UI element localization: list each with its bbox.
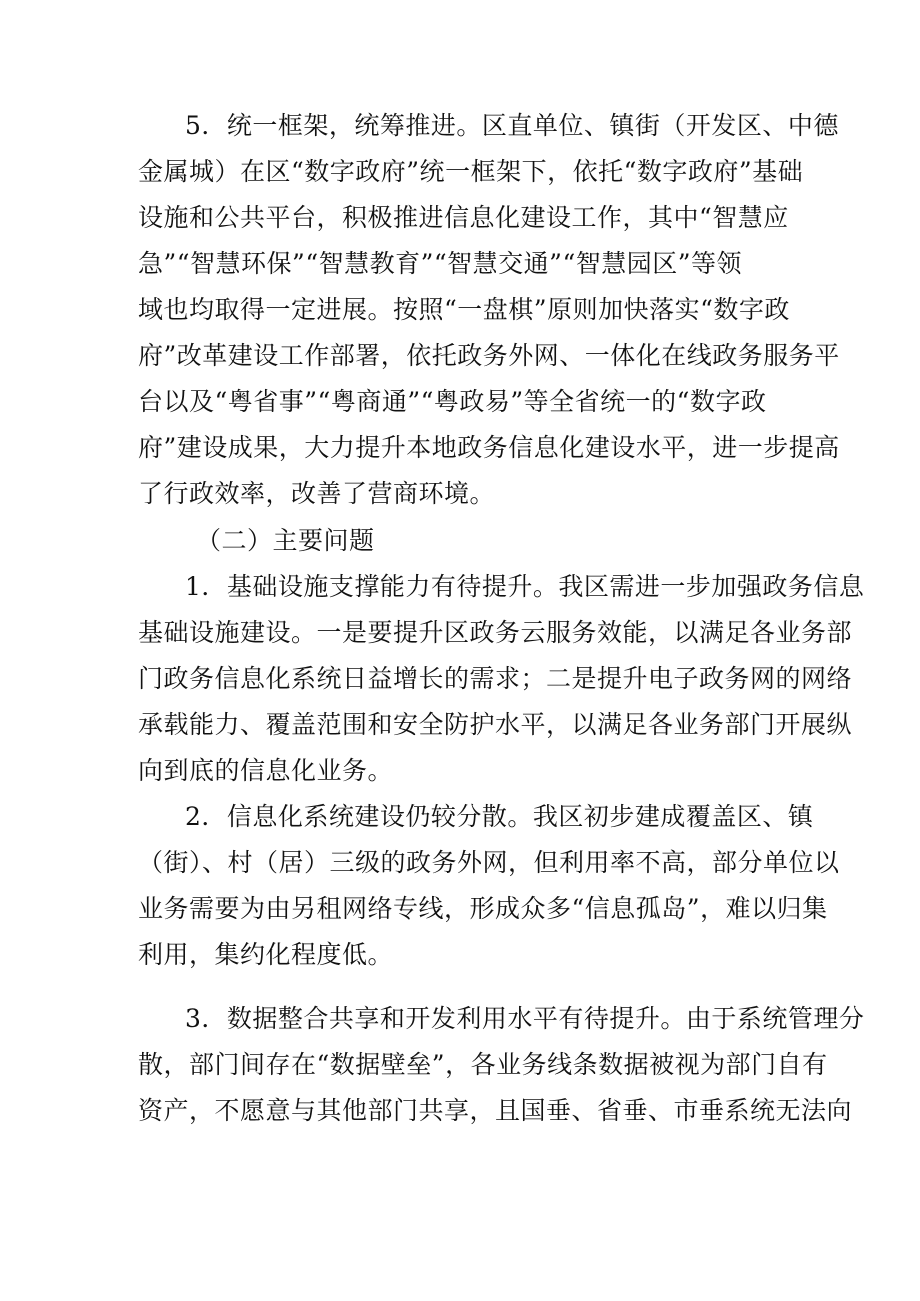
paragraph-2-line-2: （街）、村（居）三级的政务外网，但利用率不高，部分单位以	[138, 848, 840, 877]
paragraph-3-line-3: 资产，不愿意与其他部门共享，且国垂、省垂、市垂系统无法向	[138, 1096, 853, 1125]
paragraph-3-line-1: 3．数据整合共享和开发利用水平有待提升。由于系统管理分	[185, 1004, 865, 1033]
paragraph-5-line-5: 域也均取得一定进展。按照“一盘棋”原则加快落实“数字政	[138, 295, 790, 324]
paragraph-3-line-2: 散，部门间存在“数据壁垒”，各业务线条数据被视为部门自有	[138, 1050, 828, 1079]
paragraph-5-line-1: 5．统一框架，统筹推进。区直单位、镇街（开发区、中德	[185, 111, 839, 140]
paragraph-2-line-1: 2．信息化系统建设仍较分散。我区初步建成覆盖区、镇	[185, 802, 814, 831]
section-heading: （二）主要问题	[196, 526, 375, 555]
paragraph-2-line-4: 利用，集约化程度低。	[138, 940, 394, 969]
paragraph-5-line-3: 设施和公共平台，积极推进信息化建设工作，其中“智慧应	[138, 203, 789, 232]
paragraph-5-line-8: 府”建设成果，大力提升本地政务信息化建设水平，进一步提高	[138, 433, 840, 462]
paragraph-2-line-3: 业务需要为由另租网络专线，形成众多“信息孤岛”，难以归集	[138, 894, 828, 923]
paragraph-5-line-6: 府”改革建设工作部署，依托政务外网、一体化在线政务服务平	[138, 341, 840, 370]
paragraph-1-line-1: 1．基础设施支撑能力有待提升。我区需进一步加强政务信息	[185, 572, 865, 601]
paragraph-5-line-4: 急”“智慧环保”“智慧教育”“智慧交通”“智慧园区”等领	[138, 249, 743, 278]
paragraph-5-line-7: 台以及“粤省事”“粤商通”“粤政易”等全省统一的“数字政	[138, 387, 767, 416]
paragraph-1-line-3: 门政务信息化系统日益增长的需求；二是提升电子政务网的网络	[138, 664, 853, 693]
paragraph-5-line-2: 金属城）在区“数字政府”统一框架下，依托“数字政府”基础	[138, 157, 804, 186]
paragraph-1-line-5: 向到底的信息化业务。	[138, 756, 394, 785]
paragraph-1-line-2: 基础设施建设。一是要提升区政务云服务效能，以满足各业务部	[138, 618, 853, 647]
paragraph-5-line-9: 了行政效率，改善了营商环境。	[138, 479, 496, 508]
paragraph-1-line-4: 承载能力、覆盖范围和安全防护水平，以满足各业务部门开展纵	[138, 710, 853, 739]
